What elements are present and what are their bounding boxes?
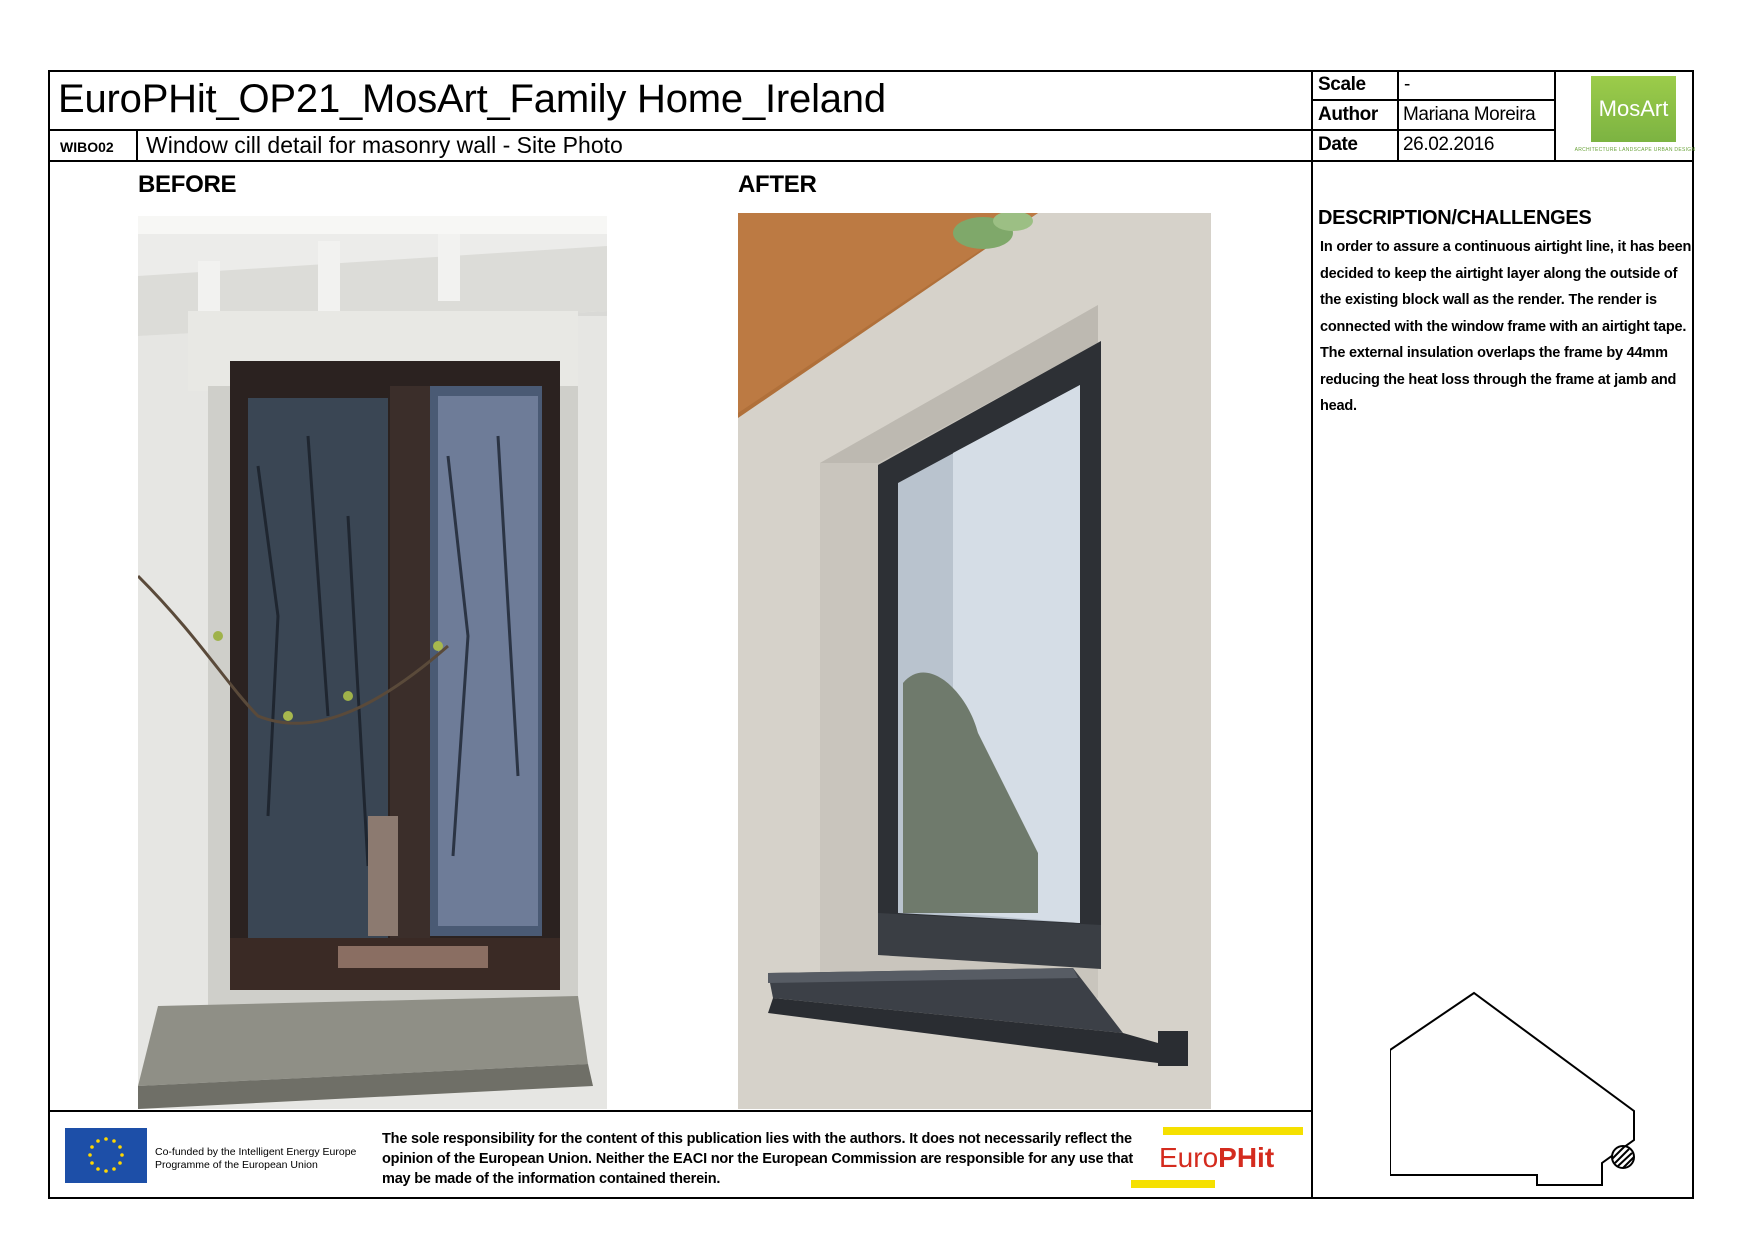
- europhit-bar-top: [1163, 1127, 1303, 1135]
- before-heading: BEFORE: [138, 171, 237, 198]
- author-label: Author: [1318, 104, 1378, 125]
- eu-flag-logo: [65, 1128, 147, 1183]
- after-photo: [738, 213, 1211, 1109]
- location-marker-icon: [1612, 1146, 1634, 1168]
- frame-top: [48, 70, 1694, 72]
- scale-value: -: [1404, 74, 1410, 95]
- europhit-wordmark-bold: PHit: [1218, 1142, 1275, 1173]
- sheet-subtitle: Window cill detail for masonry wall - Site Photo: [146, 132, 623, 158]
- europhit-wordmark-light: Euro: [1159, 1142, 1219, 1173]
- before-photo-illustration: [138, 216, 607, 1109]
- scale-label: Scale: [1318, 74, 1366, 95]
- code-divider: [136, 129, 138, 161]
- before-photo: [138, 216, 607, 1109]
- tb-row-1: [1311, 99, 1555, 101]
- author-value: Mariana Moreira: [1403, 104, 1536, 125]
- cofund-text: [155, 1146, 356, 1172]
- header-divider-2: [48, 160, 1694, 162]
- frame-left: [48, 70, 50, 1199]
- cofund-line-2: Programme of the European Union: [155, 1159, 318, 1171]
- sheet-code: WIBO02: [60, 139, 114, 155]
- tb-row-2: [1311, 129, 1555, 131]
- key-plan-diagram: [1390, 985, 1650, 1200]
- main-right-divider: [1311, 70, 1313, 1199]
- europhit-wordmark: [1159, 1142, 1274, 1174]
- cofund-line-1: Co-funded by the Intelligent Energy Europe: [155, 1146, 357, 1158]
- mosart-tagline: ARCHITECTURE LANDSCAPE URBAN DESIGN: [1574, 147, 1696, 153]
- footer-divider: [48, 1110, 1312, 1112]
- header-divider-1: [48, 129, 1352, 131]
- date-label: Date: [1318, 134, 1358, 155]
- tb-col-2: [1554, 70, 1556, 162]
- date-value: 26.02.2016: [1403, 134, 1495, 155]
- tb-col-1: [1397, 70, 1399, 162]
- europhit-logo: [1131, 1127, 1303, 1188]
- europhit-bar-bottom: [1131, 1180, 1215, 1188]
- after-photo-illustration: [738, 213, 1211, 1109]
- eu-stars-icon: [65, 1128, 147, 1183]
- page-title: EuroPHit_OP21_MosArt_Family Home_Ireland: [58, 77, 886, 121]
- description-text: In order to assure a continuous airtight line, it has been decided to keep the airtight layer along the outside of the existing block wall as the render. The render is connected with the window frame with an airtight tape. The external insulation overlaps the frame by 44mm reducing the heat loss through the frame at jamb and head.: [1320, 239, 1692, 414]
- mosart-logo: MosArt: [1591, 76, 1676, 142]
- description-title: DESCRIPTION/CHALLENGES: [1318, 207, 1592, 229]
- disclaimer-text: The sole responsibility for the content of this publication lies with the authors. It does not necessarily reflect the opinion of the European Union. Neither the EACI nor the European Commission are responsible for any use that may be made of the information contained therein.: [382, 1131, 1134, 1187]
- after-heading: AFTER: [738, 171, 817, 198]
